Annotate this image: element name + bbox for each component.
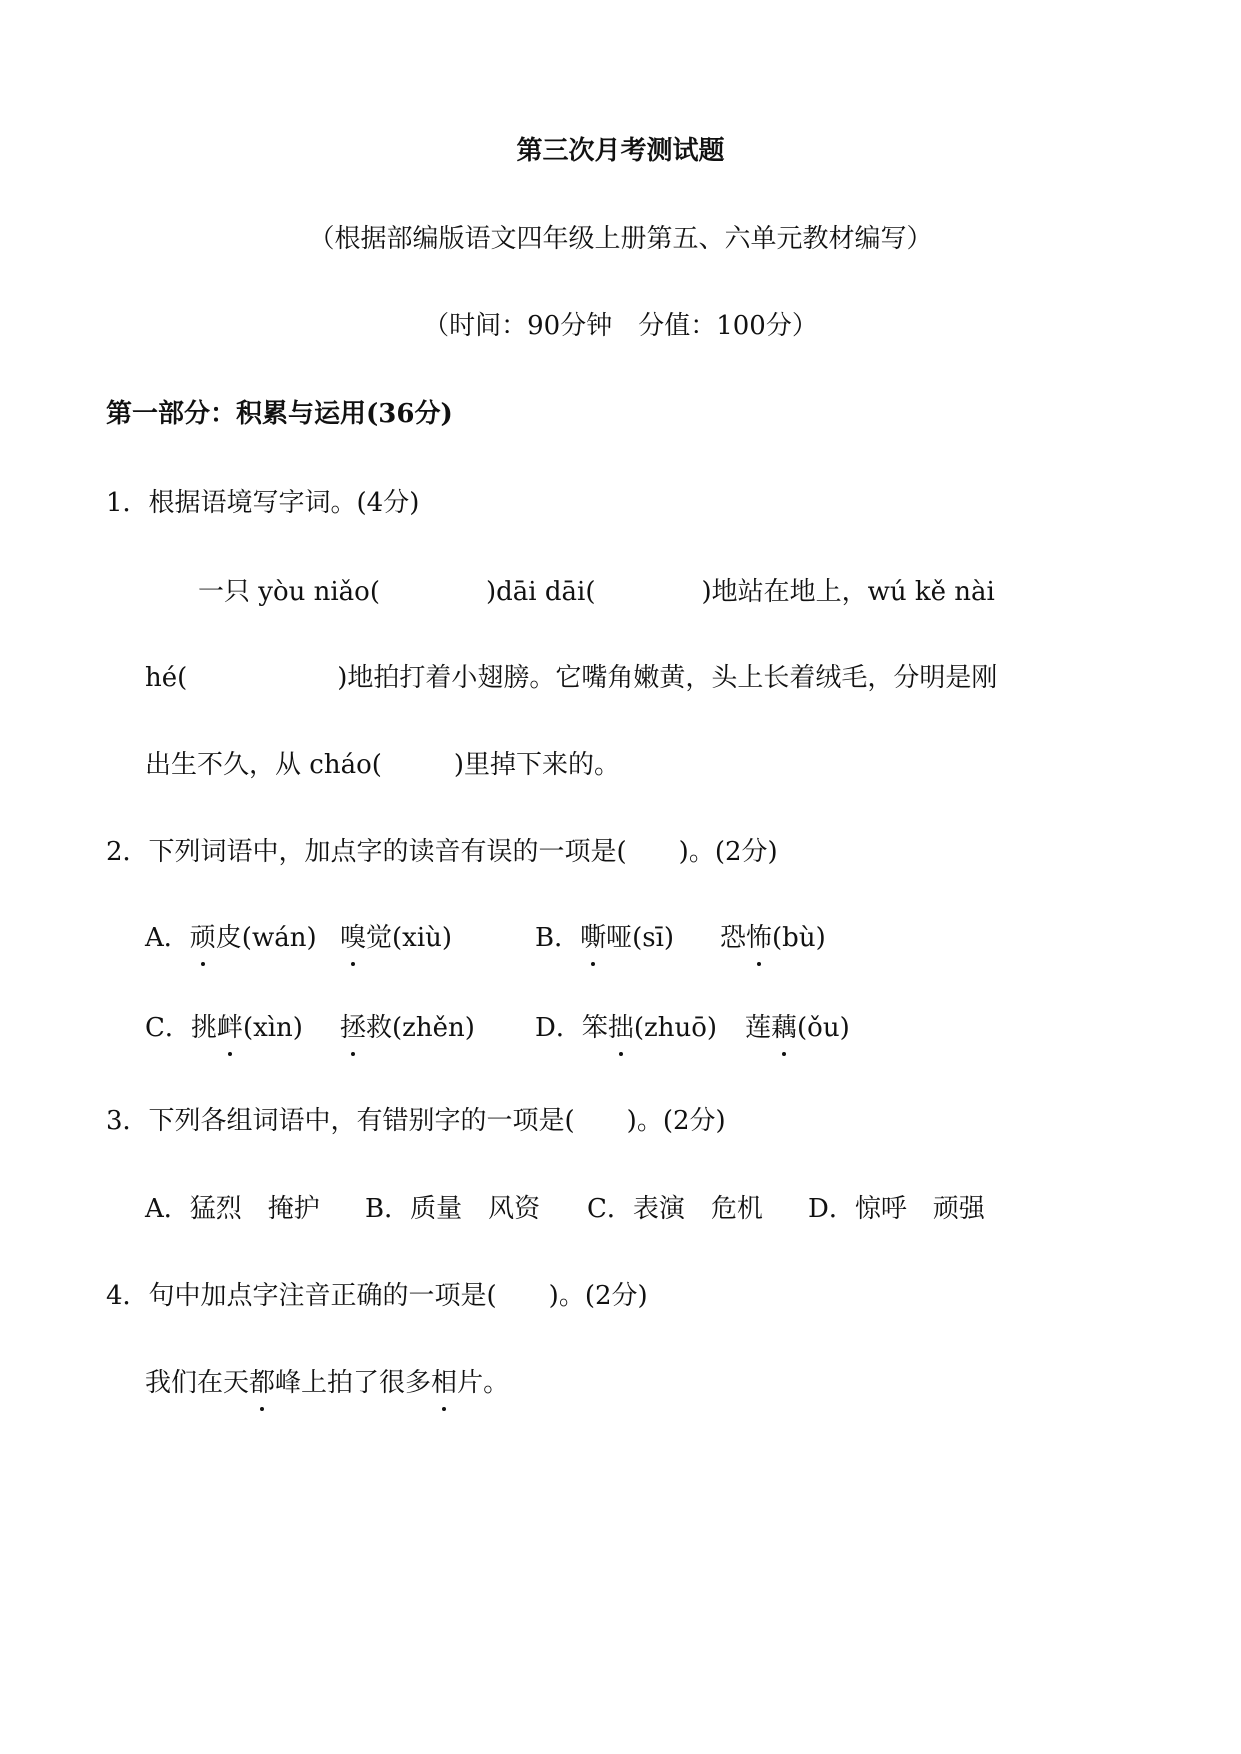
q1-text: )地拍打着小翅膀。它嘴角嫩黄，头上长着绒毛，分明是刚	[337, 663, 998, 693]
question-3-stem: 3．下列各组词语中，有错别字的一项是( )。(2分)	[106, 1106, 726, 1136]
option-text: 觉(xiù)	[366, 923, 453, 953]
q1-text: )里掉下来的。	[453, 750, 621, 780]
dotted-char: 相	[431, 1365, 457, 1401]
q2-option-b-word-2	[720, 920, 826, 956]
question-4-stem: 4．句中加点字注音正确的一项是( )。(2分)	[106, 1281, 648, 1311]
q3-option-c[interactable]: C．表演 危机	[587, 1194, 763, 1224]
dotted-char: 顽	[190, 920, 216, 956]
dotted-char: 嗅	[340, 920, 366, 956]
question-1-line-2	[145, 660, 997, 696]
option-text: 莲	[745, 1013, 772, 1043]
time-score: （时间：90分钟 分值：100分）	[423, 311, 818, 341]
sentence-text: 片。	[457, 1368, 510, 1398]
q1-text: )dāi dāi(	[485, 577, 596, 607]
q3-option-a[interactable]: A．猛烈 掩护	[145, 1194, 320, 1224]
question-1-stem: 1．根据语境写字词。(4分)	[106, 488, 420, 518]
q2-option-a[interactable]	[145, 920, 317, 956]
dotted-char: 怖	[746, 920, 772, 956]
q2-option-d-word-2	[745, 1010, 850, 1046]
section-heading: 第一部分：积累与运用(36分)	[106, 399, 453, 429]
option-text: 笨	[581, 1013, 608, 1043]
sentence-text: 我们在天	[145, 1368, 250, 1398]
q1-text: 一只 yòu niǎo(	[198, 577, 380, 607]
option-label: A．	[145, 923, 190, 953]
sentence-text: 峰上拍了很多	[275, 1368, 432, 1398]
option-text: 皮(wán)	[215, 923, 317, 953]
dotted-char: 嘶	[580, 920, 606, 956]
option-text: (ǒu)	[797, 1013, 850, 1043]
option-text: (zhuō)	[633, 1013, 718, 1043]
page-title: 第三次月考测试题	[516, 136, 725, 166]
option-text: 哑(sī)	[606, 923, 675, 953]
q3-option-b[interactable]: B．质量 风资	[365, 1194, 541, 1224]
option-text: (xìn)	[242, 1013, 303, 1043]
option-label: B．	[535, 923, 581, 953]
option-text: 救(zhěn)	[366, 1013, 475, 1043]
option-label: D．	[535, 1013, 582, 1043]
option-text: 挑	[190, 1013, 217, 1043]
dotted-char: 藕	[771, 1010, 797, 1046]
option-text: 恐	[720, 923, 747, 953]
option-text: (bù)	[772, 923, 826, 953]
question-1-line-3	[145, 747, 620, 783]
option-label: C．	[145, 1013, 191, 1043]
dotted-char: 都	[249, 1365, 275, 1401]
question-2-stem: 2．下列词语中，加点字的读音有误的一项是( )。(2分)	[106, 837, 778, 867]
q1-text: )地站在地上，wú kě nài	[701, 577, 995, 607]
subtitle: （根据部编版语文四年级上册第五、六单元教材编写）	[308, 224, 933, 254]
question-1-line-1	[198, 574, 995, 610]
dotted-char: 衅	[217, 1010, 243, 1046]
dotted-char: 拙	[608, 1010, 634, 1046]
dotted-char: 拯	[340, 1010, 366, 1046]
q3-option-d[interactable]: D．惊呼 顽强	[808, 1194, 985, 1224]
q2-option-c[interactable]	[145, 1010, 303, 1046]
q2-option-b[interactable]	[535, 920, 674, 956]
q2-option-d[interactable]	[535, 1010, 717, 1046]
question-4-sentence	[145, 1365, 509, 1401]
q1-text: hé(	[145, 663, 188, 693]
q2-option-a-word-2	[340, 920, 452, 956]
q2-option-c-word-2	[340, 1010, 475, 1046]
q1-text: 出生不久，从 cháo(	[145, 750, 382, 780]
